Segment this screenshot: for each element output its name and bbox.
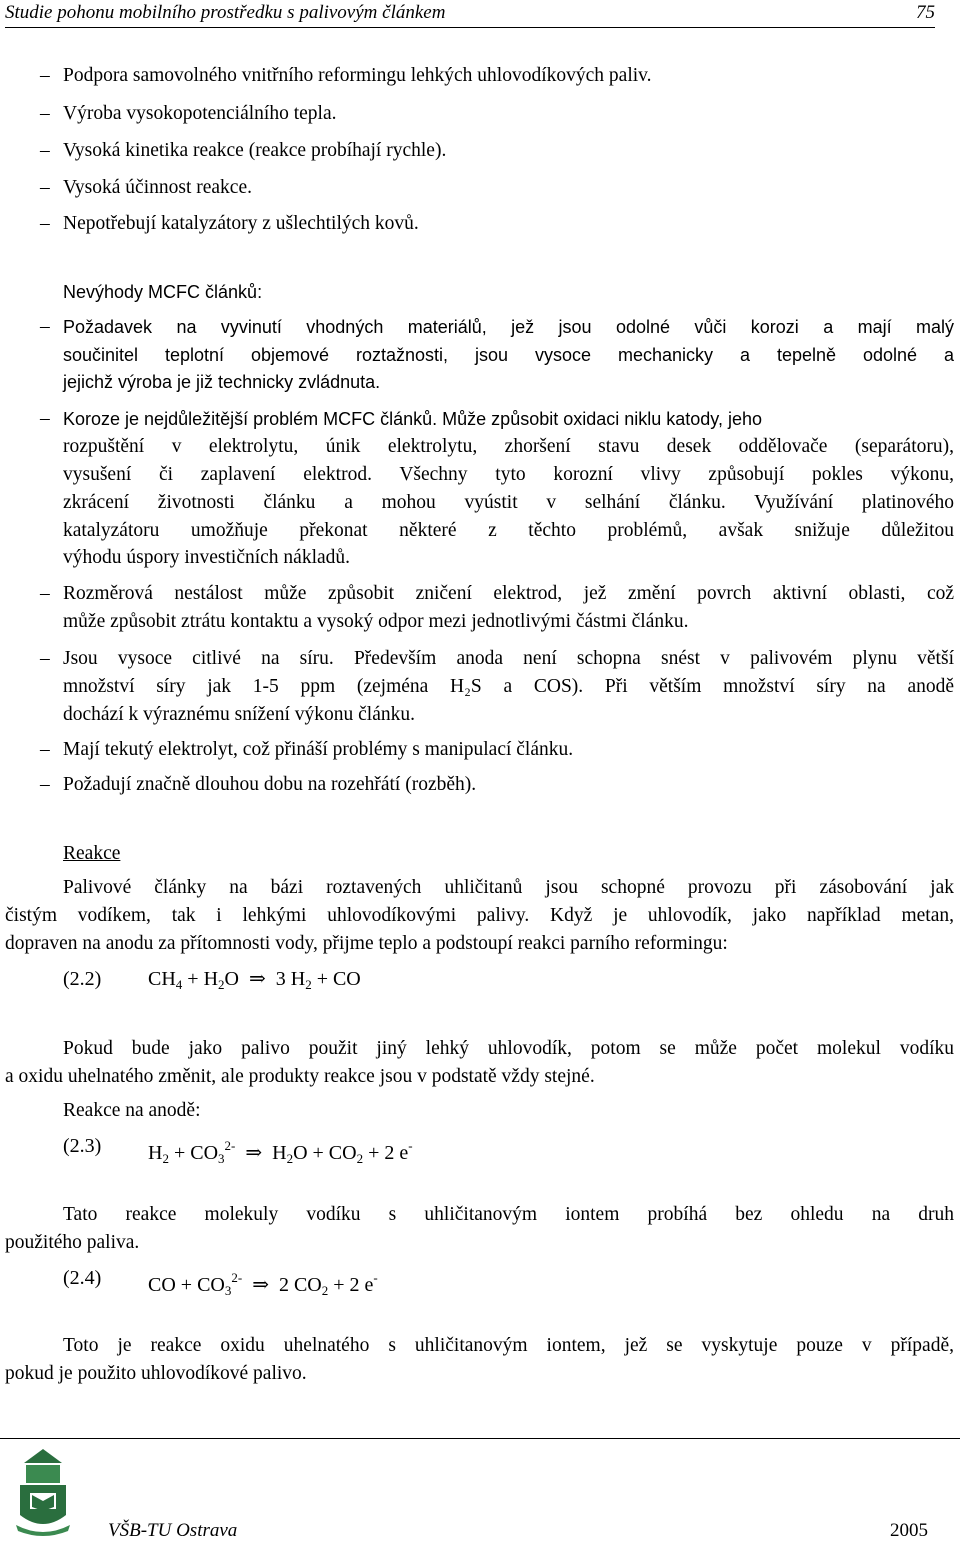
text-line: Rozměrová nestálost může způsobit zničení elektrod, jež změní povrch aktivní oblasti, což [63,583,954,604]
list-item: Podpora samovolného vnitřního reformingu lehkých uhlovodíkových paliv. [63,65,652,86]
text-line: dochází k výraznému snížení výkonu článku. [63,704,415,725]
text-line: Reakce na anodě: [63,1100,201,1121]
text-line: Tato reakce molekuly vodíku s uhličitanovým iontem probíhá bez ohledu na druh [63,1204,954,1225]
equation-label: (2.3) [63,1135,102,1157]
footer-year: 2005 [890,1520,928,1541]
header-title: Studie pohonu mobilního prostředku s palivovým článkem [5,2,446,23]
text-line: katalyzátoru umožňuje překonat některé z těchto problémů, avšak snižuje důležitou [63,520,954,541]
text-line: výhodu úspory investičních nákladů. [63,547,351,568]
university-logo-icon [12,1445,74,1537]
list-item: Výroba vysokopotenciálního tepla. [63,103,337,124]
text-line: čistým vodíkem, tak i lehkými uhlovodíkovými palivy. Když je uhlovodík, jako například metan, [5,905,954,926]
list-dash: – [40,65,50,86]
equation-label: (2.4) [63,1267,102,1289]
list-dash: – [40,583,50,604]
text-line: Jsou vysoce citlivé na síru. Především anoda není schopna snést v palivovém plynu větší [63,648,954,669]
section-heading: Reakce [63,843,121,864]
section-heading: Nevýhody MCFC článků: [63,282,263,302]
text-line: dopraven na anodu za přítomnosti vody, přijme teplo a podstoupí reakci parního reformingu: [5,933,728,954]
text-line: Mají tekutý elektrolyt, což přináší problémy s manipulací článku. [63,739,574,760]
text-line: zkrácení životnosti článku a mohou vyústit v selhání článku. Využívání platinového [63,492,954,513]
text-line: množství síry jak 1-5 ppm (zejména H₂S a COS). Při větším množství síry na anodě [63,676,954,697]
list-dash: – [40,316,50,337]
list-dash: – [40,408,50,429]
text-line: Požadují značně dlouhou dobu na rozehřátí (rozběh). [63,774,477,795]
equation: CO + $CO_3^{2-}$ ⇒ 2 $CO_2 + 2$ e- [148,1270,378,1298]
text-line: Toto je reakce oxidu uhelnatého s uhličitanovým iontem, jež se vyskytuje pouze v případě, [63,1335,954,1356]
page-number: 75 [916,2,935,23]
list-dash: – [40,648,50,669]
text-line: použitého paliva. [5,1232,140,1253]
text-line: vysušení či zaplavení elektrod. Všechny tyto korozní vlivy způsobují pokles výkonu, [63,464,954,485]
text-line: jejichž výroba je již technicky zvládnuta. [63,372,381,392]
footer-institution: VŠB-TU Ostrava [108,1520,238,1541]
text-line: Pokud bude jako palivo použit jiný lehký uhlovodík, potom se může počet molekul vodíku [63,1038,954,1059]
page-header [5,0,935,28]
list-dash: – [40,103,50,124]
list-dash: – [40,774,50,795]
equation: $CH_4 + H_2O$ ⇒ 3 $H_2$ + CO [148,968,361,992]
text-line: může způsobit ztrátu kontaktu a vysoký odpor mezi jednotlivými částmi článku. [63,611,689,632]
list-dash: – [40,739,50,760]
list-item: Vysoká účinnost reakce. [63,177,252,198]
list-item: Nepotřebují katalyzátory z ušlechtilých kovů. [63,213,419,234]
text-line [63,407,954,432]
list-dash: – [40,213,50,234]
text-line: Požadavek na vyvinutí vhodných materiálů, jež jsou odolné vůči korozi a mají malý [63,317,954,337]
text-line: pokud je použito uhlovodíkové palivo. [5,1363,307,1384]
list-dash: – [40,140,50,161]
footer-rule [0,1438,960,1439]
equation-label: (2.2) [63,968,102,990]
text-line: Palivové články na bázi roztavených uhličitanů jsou schopné provozu při zásobování jak [63,877,954,898]
text-line: a oxidu uhelnatého změnit, ale produkty reakce jsou v podstatě vždy stejné. [5,1066,595,1087]
text-line: součinitel teplotní objemové roztažnosti, jsou vysoce mechanicky a tepelně odolné a [63,345,954,365]
list-item: Vysoká kinetika reakce (reakce probíhají rychle). [63,140,447,161]
list-dash: – [40,177,50,198]
text-line: Koroze je nejdůležitější problém MCFC článků. Může způsobit oxidaci niklu katody, jeho [63,409,763,429]
text-line: rozpuštění v elektrolytu, únik elektrolytu, zhoršení stavu desek oddělovače (separátoru), [63,436,954,457]
equation: $H_2 + CO_3^{2-}$ ⇒ $H_2O + CO_2 + 2$ e- [148,1138,413,1166]
